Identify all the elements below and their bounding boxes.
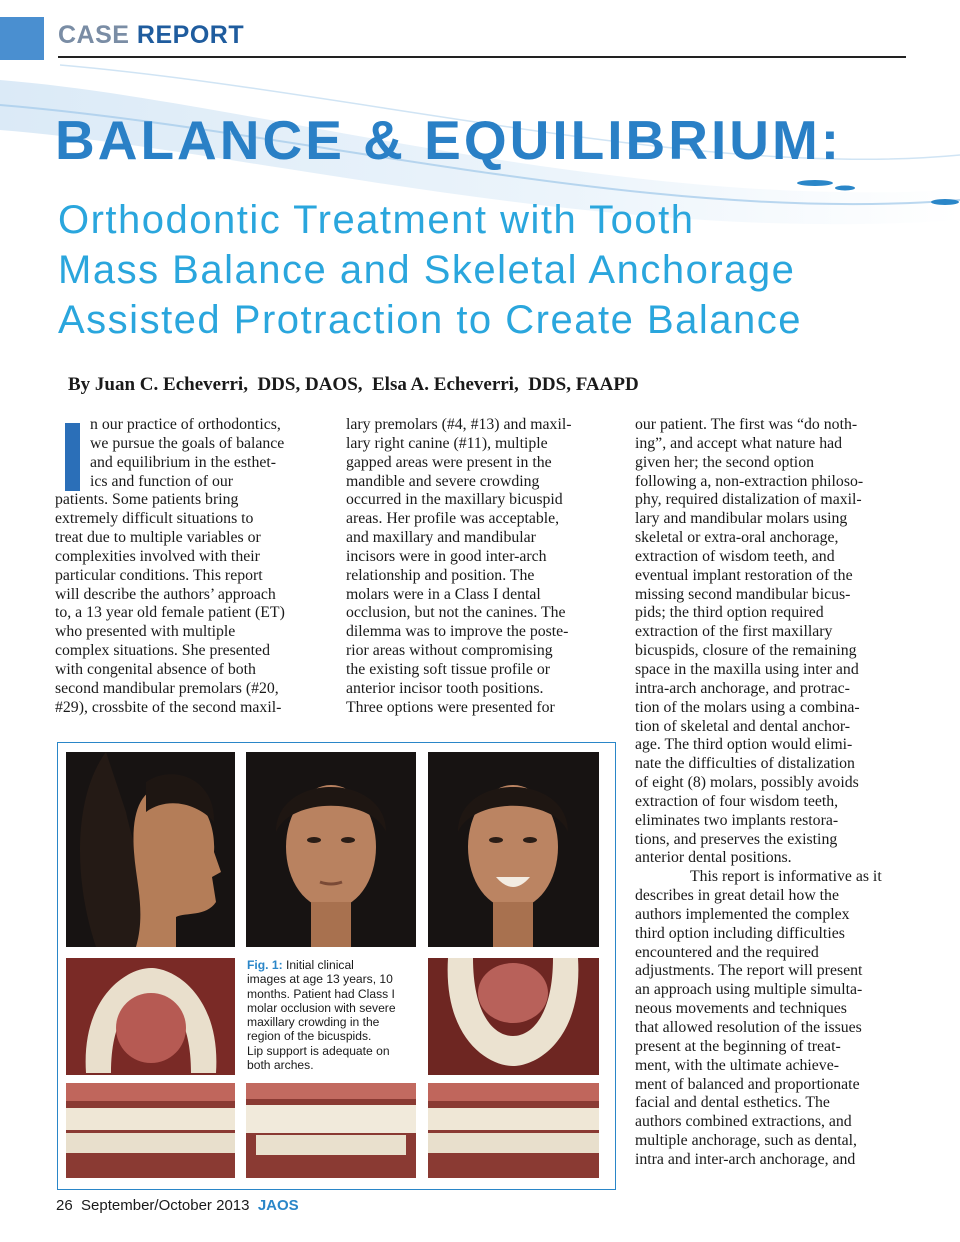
- text-line: encountered and the required: [635, 943, 819, 961]
- text-line: we pursue the goals of balance: [90, 434, 285, 452]
- page-number: 26: [56, 1197, 73, 1214]
- text-line: n our practice of orthodontics,: [90, 416, 281, 433]
- text-line: intra-arch anchorage, and protrac-: [635, 679, 850, 697]
- text-column-1: [55, 416, 320, 718]
- text-line: extremely difficult situations to: [55, 510, 254, 528]
- text-line: and maxillary and mandibular: [346, 529, 536, 547]
- text-line: incisors were in good inter-arch: [346, 547, 547, 565]
- text-line: authors implemented the complex: [635, 905, 850, 923]
- caption-line: [247, 958, 425, 972]
- text-line: of eight (8) molars, possibly avoids: [635, 774, 859, 792]
- text-line: anterior dental positions.: [635, 849, 792, 867]
- text-line: age. The third option would elimi-: [635, 736, 853, 754]
- article-subtitle: [58, 195, 802, 345]
- text-line: #29), crossbite of the second maxil-: [55, 698, 282, 716]
- text-line: tion of skeletal and dental anchor-: [635, 717, 851, 735]
- article-title: BALANCE & EQUILIBRIUM:: [55, 109, 843, 171]
- photo-maxillary-arch: [66, 958, 235, 1075]
- figure-label: Fig. 1:: [247, 958, 283, 972]
- text-line: treat due to multiple variables or: [55, 529, 261, 547]
- text-line: lary premolars (#4, #13) and maxil-: [346, 416, 572, 433]
- text-line: that allowed resolution of the issues: [635, 1019, 862, 1036]
- section-label-report: REPORT: [136, 21, 245, 49]
- text-line: mandible and severe crowding: [346, 472, 540, 490]
- photo-right-occlusion: [66, 1083, 235, 1178]
- text-line: particular conditions. This report: [55, 566, 263, 584]
- text-line: Three options were presented for: [346, 698, 555, 716]
- text-line: third option including difficulties: [635, 924, 845, 942]
- subtitle-line: Orthodontic Treatment with Tooth: [58, 198, 695, 242]
- photo-smiling-face: [428, 752, 599, 947]
- text-line: molars were in a Class I dental: [346, 585, 541, 603]
- text-line: intra and inter-arch anchorage, and: [635, 1150, 856, 1168]
- figure-1-caption: [247, 958, 425, 1072]
- text-line: relationship and position. The: [346, 566, 535, 584]
- journal-name: JAOS: [257, 1197, 299, 1214]
- page-footer: [56, 1197, 299, 1214]
- text-line: neous movements and techniques: [635, 1000, 847, 1018]
- text-line: eventual implant restoration of the: [635, 566, 853, 584]
- text-line: our patient. The first was “do noth-: [635, 416, 858, 433]
- text-line: This report is informative as it: [690, 868, 882, 886]
- issue-date: September/October 2013: [81, 1197, 250, 1214]
- text-line: authors combined extractions, and: [635, 1113, 852, 1131]
- text-line: lary and mandibular molars using: [635, 510, 848, 528]
- photo-frontal-occlusion: [246, 1083, 416, 1178]
- text-line: extraction of the first maxillary: [635, 623, 833, 641]
- text-line: extraction of four wisdom teeth,: [635, 792, 839, 810]
- text-line: extraction of wisdom teeth, and: [635, 547, 835, 565]
- text-line: will describe the authors’ approach: [55, 585, 276, 603]
- text-line: rior areas without compromising: [346, 642, 553, 660]
- text-line: areas. Her profile was acceptable,: [346, 510, 560, 528]
- section-label: [58, 21, 244, 50]
- text-line: ing”, and accept what nature had: [635, 434, 843, 452]
- text-line: to, a 13 year old female patient (ET): [55, 604, 285, 622]
- text-line: ment of balanced and proportionate: [635, 1075, 860, 1093]
- text-line: phy, required distalization of maxil-: [635, 491, 862, 509]
- section-color-block: [0, 17, 44, 60]
- text-line: following a, non-extraction philoso-: [635, 472, 864, 490]
- text-line: eliminates two implants restora-: [635, 811, 839, 829]
- photo-profile-face: [66, 752, 235, 947]
- photo-frontal-face: [246, 752, 416, 947]
- text-line: ment, with the ultimate achieve-: [635, 1056, 839, 1074]
- text-line: describes in great detail how the: [635, 887, 839, 905]
- text-line: and equilibrium in the esthet-: [90, 453, 277, 471]
- caption-line: both arches.: [247, 1058, 314, 1073]
- text-line: nate the difficulties of distalization: [635, 755, 855, 773]
- caption-line: months. Patient had Class I: [247, 986, 395, 1001]
- subtitle-line: Mass Balance and Skeletal Anchorage: [58, 248, 796, 292]
- author-byline: By Juan C. Echeverri, DDS, DAOS, Elsa A. Echeverri, DDS, FAAPD: [68, 374, 639, 395]
- text-line: tions, and preserves the existing: [635, 830, 838, 848]
- text-line: present at the beginning of treat-: [635, 1037, 841, 1055]
- text-line: skeletal or extra-oral anchorage,: [635, 529, 839, 547]
- text-line: multiple anchorage, such as dental,: [635, 1132, 857, 1150]
- text-line: occlusion, but not the canines. The: [346, 604, 566, 622]
- text-line: the existing soft tissue profile or: [346, 660, 551, 678]
- text-line: patients. Some patients bring: [55, 491, 239, 509]
- text-column-3: [635, 416, 903, 1170]
- text-line: space in the maxilla using inter and: [635, 660, 859, 678]
- text-line: an approach using multiple simulta-: [635, 981, 863, 999]
- text-line: lary right canine (#11), multiple: [346, 434, 548, 452]
- text-line: facial and dental esthetics. The: [635, 1094, 830, 1112]
- text-line: adjustments. The report will present: [635, 962, 863, 980]
- subtitle-line: Assisted Protraction to Create Balance: [58, 298, 803, 342]
- text-line: who presented with multiple: [55, 623, 236, 641]
- text-line: pids; the third option required: [635, 604, 824, 622]
- text-line: ics and function of our: [90, 472, 234, 490]
- section-label-case: CASE: [58, 21, 130, 49]
- text-line: missing second mandibular bicus-: [635, 585, 851, 603]
- caption-line: maxillary crowding in the: [247, 1015, 380, 1030]
- text-column-2: [346, 416, 608, 718]
- text-line: second mandibular premolars (#20,: [55, 679, 279, 697]
- text-line: anterior incisor tooth positions.: [346, 679, 544, 697]
- text-line: dilemma was to improve the poste-: [346, 623, 569, 641]
- header-rule: [58, 56, 906, 58]
- text-line: complex situations. She presented: [55, 642, 270, 660]
- photo-left-occlusion: [428, 1083, 599, 1178]
- caption-text: Initial clinical: [282, 958, 354, 972]
- text-line: occurred in the maxillary bicuspid: [346, 491, 563, 509]
- text-line: with congenital absence of both: [55, 660, 256, 678]
- caption-line: molar occlusion with severe: [247, 1000, 396, 1015]
- text-line: complexities involved with their: [55, 547, 260, 565]
- text-line: gapped areas were present in the: [346, 453, 552, 471]
- text-line: given her; the second option: [635, 453, 814, 471]
- caption-line: region of the bicuspids.: [247, 1029, 372, 1044]
- photo-mandibular-arch: [428, 958, 599, 1075]
- text-line: bicuspids, closure of the remaining: [635, 642, 857, 660]
- text-line: tion of the molars using a combina-: [635, 698, 860, 716]
- caption-line: images at age 13 years, 10: [247, 972, 393, 987]
- caption-line: Lip support is adequate on: [247, 1043, 390, 1058]
